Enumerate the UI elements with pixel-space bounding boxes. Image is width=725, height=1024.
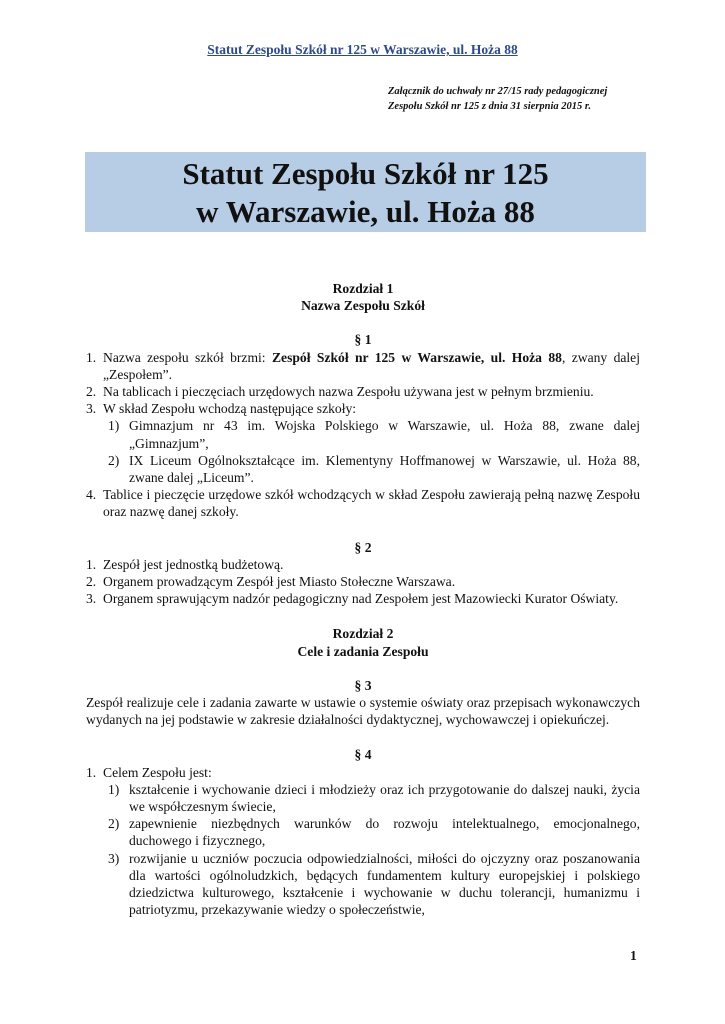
- item-text: IX Liceum Ogólnokształcące im. Klementyny Hoffmanowej w Warszawie, ul. Hoża 88, zwane dalej „Liceum”.: [129, 452, 640, 486]
- chapter-2-label: Rozdział 2: [332, 626, 394, 642]
- section-4-sign: § 4: [354, 747, 372, 763]
- sub-list-item: [86, 452, 640, 486]
- list-number: 1): [108, 418, 120, 434]
- document-title: [85, 152, 646, 232]
- chapter-2-name: Cele i zadania Zespołu: [297, 643, 429, 659]
- list-item: [86, 486, 640, 520]
- section-3-sign: § 3: [354, 677, 372, 693]
- item-text: zapewnienie niezbędnych warunków do rozwoju intelektualnego, emocjonalnego, duchowego i fizycznego,: [129, 816, 640, 849]
- item-text: Celem Zespołu jest:: [103, 764, 212, 780]
- sub-list-item: [86, 850, 640, 919]
- item-text: , zwany dalej „Zespołem”.: [103, 349, 640, 382]
- section-1-sign: § 1: [354, 332, 372, 348]
- chapter-1-name: Nazwa Zespołu Szkół: [301, 298, 425, 314]
- section-2-sign: § 2: [354, 539, 372, 555]
- list-number: 1.: [86, 349, 97, 365]
- item-text: rozwijanie u uczniów poczucia odpowiedzialności, miłości do ojczyzny oraz poszanowania dla wartości ogólnoludzkich, będących fundamentem kultury europejskiej i polskiego dziedzictwa kulturowego, kształcenie i wychowanie w duchu tolerancji, humanizmu i patriotyzmu, przekazywanie wiedzy o społeczeństwie,: [129, 850, 640, 918]
- item-text: kształcenie i wychowanie dzieci i młodzieży oraz ich przygotowanie do dalszej nauki, życia we współczesnym świecie,: [129, 781, 640, 815]
- list-number: 1): [108, 781, 120, 797]
- list-item: [86, 590, 640, 607]
- item-text: Tablice i pieczęcie urzędowe szkół wchodzących w skład Zespołu zawierają pełną nazwę Zespołu oraz nazwę danej szkoły.: [103, 487, 640, 520]
- sub-list-item: [86, 417, 640, 451]
- list-number: 4.: [86, 487, 97, 503]
- item-text: Nazwa zespołu szkół brzmi:: [103, 349, 272, 365]
- attachment-line-2: Zespołu Szkół nr 125 z dnia 31 sierpnia 2015 r.: [388, 101, 592, 112]
- running-header: Statut Zespołu Szkół nr 125 w Warszawie, ul. Hoża 88: [207, 42, 518, 57]
- page-number: 1: [630, 948, 637, 963]
- section-3-text: Zespół realizuje cele i zadania zawarte w ustawie o systemie oświaty oraz przepisach wykonawczych wydanych na jej podstawie w zakresie działalności dydaktycznej, wychowawczej i opiekuńczej.: [86, 695, 640, 728]
- list-number: 3.: [86, 591, 97, 607]
- attachment-note: [388, 84, 708, 114]
- document-body: [86, 280, 640, 919]
- chapter-1-label: Rozdział 1: [332, 281, 394, 296]
- list-number: 2): [108, 816, 120, 832]
- list-item: [86, 349, 640, 383]
- list-item: [86, 400, 640, 417]
- item-text: Zespół jest jednostką budżetową.: [103, 556, 284, 572]
- list-number: 3.: [86, 401, 97, 417]
- list-number: 3): [108, 850, 120, 866]
- list-item: [86, 556, 640, 573]
- attachment-line-1: Załącznik do uchwały nr 27/15 rady pedagogicznej: [388, 86, 608, 97]
- list-number: 2): [108, 452, 120, 468]
- item-text: W skład Zespołu wchodzą następujące szkoły:: [103, 401, 357, 417]
- title-line-1: Statut Zespołu Szkół nr 125: [182, 156, 549, 191]
- list-number: 1.: [86, 764, 97, 780]
- list-item: [86, 764, 640, 781]
- list-item: [86, 573, 640, 590]
- item-text: Organem sprawującym nadzór pedagogiczny nad Zespołem jest Mazowiecki Kurator Oświaty.: [103, 591, 619, 607]
- list-item: [86, 383, 640, 400]
- list-number: 1.: [86, 556, 97, 572]
- title-line-2: w Warszawie, ul. Hoża 88: [196, 194, 535, 229]
- sub-list-item: [86, 815, 640, 849]
- sub-list-item: [86, 781, 640, 815]
- item-text: Na tablicach i pieczęciach urzędowych nazwa Zespołu używana jest w pełnym brzmieniu.: [103, 384, 594, 400]
- list-number: 2.: [86, 384, 97, 400]
- school-name-bold: Zespół Szkół nr 125 w Warszawie, ul. Hoża 88: [271, 349, 562, 365]
- item-text: Gimnazjum nr 43 im. Wojska Polskiego w Warszawie, ul. Hoża 88, zwane dalej „Gimnazjum”,: [129, 418, 640, 451]
- list-number: 2.: [86, 574, 97, 590]
- item-text: Organem prowadzącym Zespół jest Miasto Stołeczne Warszawa.: [103, 574, 456, 590]
